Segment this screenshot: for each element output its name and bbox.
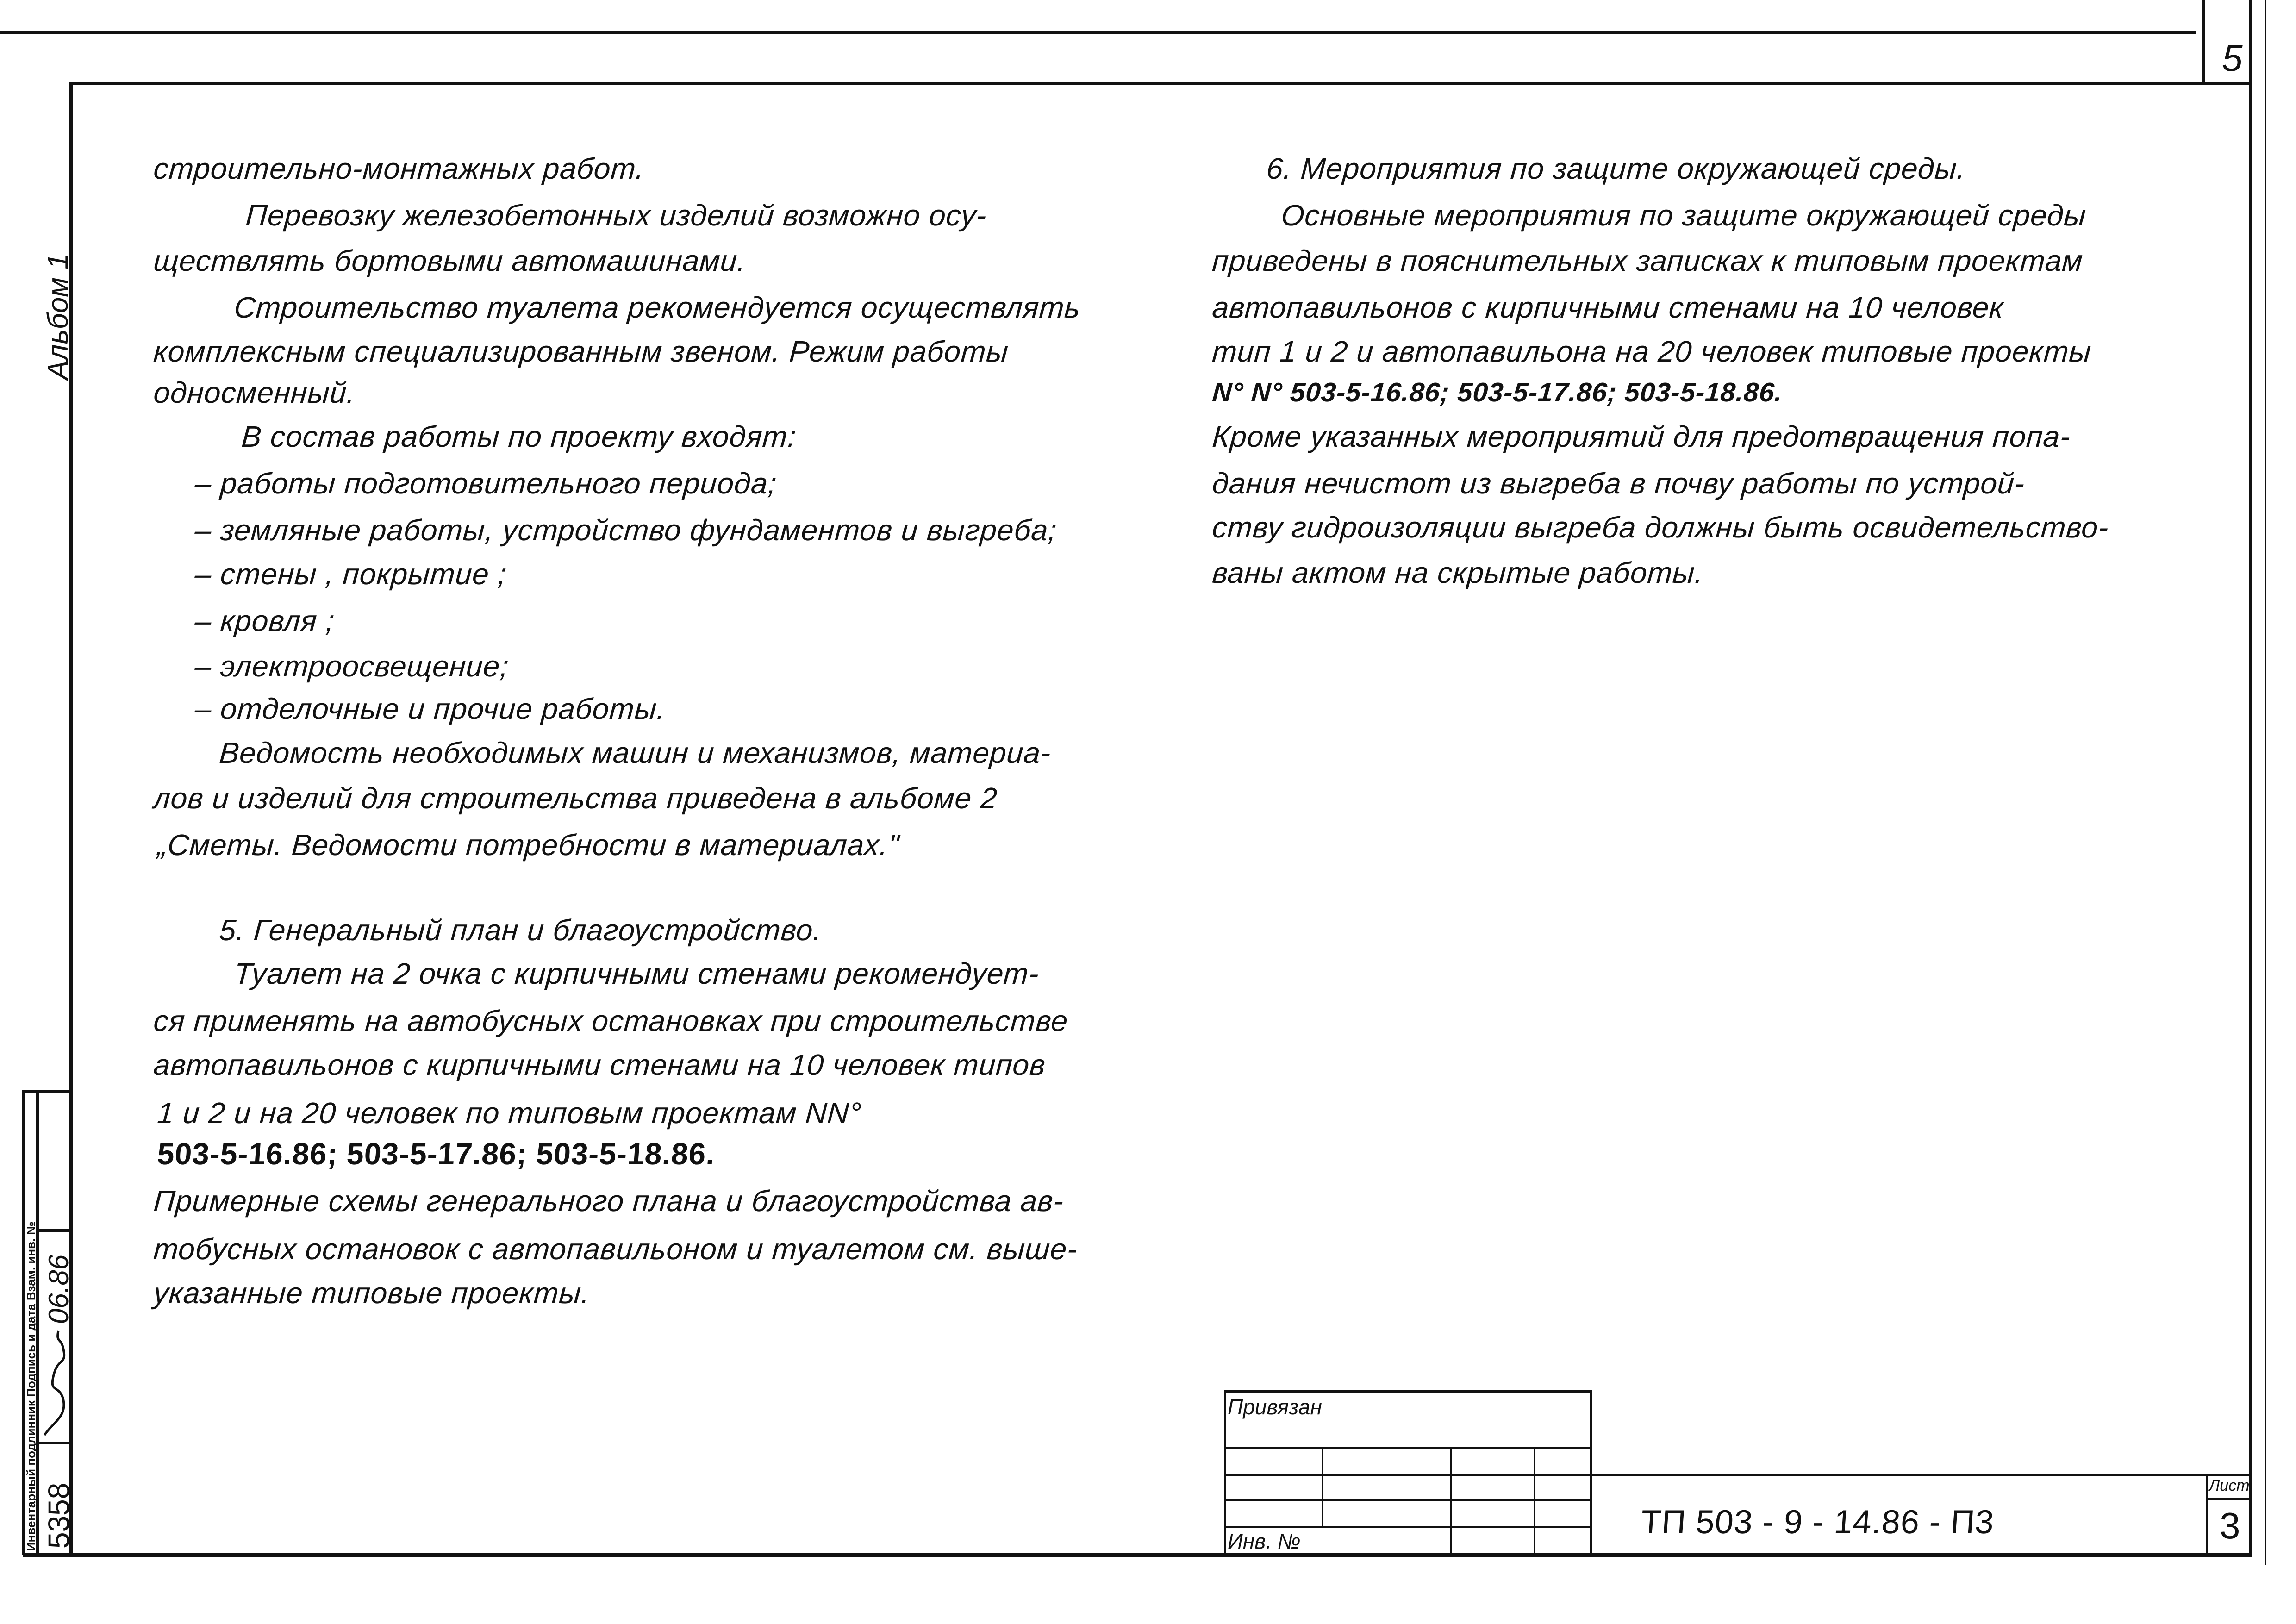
section-heading: 6. Мероприятия по защите окружающей среды. xyxy=(1265,152,1967,185)
text-line: 1 и 2 и на 20 человек по типовым проектам NN° xyxy=(156,1096,863,1130)
text-line: Перевозку железобетонных изделий возможно осу- xyxy=(244,199,988,232)
top-border-line xyxy=(0,31,2196,34)
inventory-number: 5358 xyxy=(42,1482,75,1549)
text-line: ся применять на автобусных остановках при строительстве xyxy=(152,1004,1069,1037)
section-heading: 5. Генеральный план и благоустройство. xyxy=(218,913,823,947)
project-numbers: 503-5-16.86; 503-5-17.86; 503-5-18.86. xyxy=(156,1137,717,1171)
text-line: приведены в пояснительных записках к типовым проектам xyxy=(1211,244,2084,277)
text-line: комплексным специализированным звеном. Режим работы xyxy=(152,335,1010,368)
stamp-line xyxy=(1534,1448,1535,1555)
stamp-line xyxy=(1224,1474,2252,1476)
stamp-line xyxy=(1590,1390,1592,1555)
sheet-label: Лист xyxy=(2209,1477,2250,1494)
date-value: 06.86 xyxy=(43,1254,74,1324)
text-line: указанные типовые проекты. xyxy=(152,1276,592,1310)
text-line: строительно-монтажных работ. xyxy=(152,152,646,185)
stamp-line xyxy=(1224,1499,1592,1501)
text-line: N° N° 503-5-16.86; 503-5-17.86; 503-5-18.86. xyxy=(1211,377,1784,407)
frame-top-line xyxy=(69,82,2252,85)
text-line: ваны актом на скрытые работы. xyxy=(1211,556,1705,589)
text-line: ществлять бортовыми автомашинами. xyxy=(152,244,748,277)
list-item: – отделочные и прочие работы. xyxy=(193,692,667,725)
list-item: – стены , покрытие ; xyxy=(193,557,508,591)
text-line: автопавильонов с кирпичными стенами на 10 человек типов xyxy=(152,1048,1047,1081)
frame-right-line xyxy=(2249,0,2252,1557)
text-line: лов и изделий для строительства приведена в альбоме 2 xyxy=(152,781,999,815)
stamp-line xyxy=(1450,1448,1452,1555)
album-label: Альбом 1 xyxy=(42,253,74,380)
sheet-number: 3 xyxy=(2220,1505,2240,1546)
stamp-line xyxy=(1224,1526,1592,1528)
list-item: – работы подготовительного периода; xyxy=(193,467,778,500)
text-line: односменный. xyxy=(152,376,357,409)
stamp-line xyxy=(22,1090,73,1093)
bound-label: Привязан xyxy=(1228,1395,1322,1419)
text-line: В состав работы по проекту входят: xyxy=(240,420,798,453)
signature-icon xyxy=(40,1329,72,1440)
text-line: автопавильонов с кирпичными стенами на 10 человек xyxy=(1211,291,2005,324)
list-item: – электроосвещение; xyxy=(193,650,510,683)
text-line: тобусных остановок с автопавильоном и туалетом см. выше- xyxy=(152,1232,1079,1266)
text-line: ству гидроизоляции выгреба должны быть освидетельство- xyxy=(1211,511,2110,544)
text-line: Примерные схемы генерального плана и благоустройства ав- xyxy=(152,1184,1065,1218)
sheet-corner-number: 5 xyxy=(2222,37,2243,79)
stamp-line xyxy=(36,1442,73,1444)
text-line: Кроме указанных мероприятий для предотвращения попа- xyxy=(1211,420,2072,453)
list-item: – кровля ; xyxy=(193,604,336,637)
text-line: „Сметы. Ведомости потребности в материалах." xyxy=(156,828,901,862)
text-line: дания нечистот из выгреба в почву работы по устрой- xyxy=(1211,467,2026,500)
outer-right-line xyxy=(2265,0,2266,1565)
frame-bottom-line xyxy=(23,1553,2252,1557)
document-code: ТП 503 - 9 - 14.86 - П3 xyxy=(1640,1504,1996,1541)
text-line: Строительство туалета рекомендуется осуществлять xyxy=(233,291,1082,324)
stamp-line xyxy=(1224,1447,1592,1449)
text-line: Туалет на 2 очка с кирпичными стенами рекомендует- xyxy=(233,957,1041,990)
stamp-line xyxy=(2206,1498,2251,1500)
text-line: Основные мероприятия по защите окружающей среды xyxy=(1280,199,2088,232)
stamp-line xyxy=(36,1229,73,1232)
list-item: – земляные работы, устройство фундаментов и выгреба; xyxy=(193,513,1058,547)
inv-number-label: Инв. № xyxy=(1228,1529,1301,1553)
stamp-line xyxy=(1224,1390,1592,1393)
text-line: тип 1 и 2 и автопавильона на 20 человек типовые проекты xyxy=(1211,335,2093,368)
corner-box-left xyxy=(2202,0,2205,83)
stamp-line xyxy=(2206,1474,2208,1555)
margin-strip-labels: Инвентарный подлинник Подпись и дата Взам. инв. № xyxy=(24,1221,38,1551)
text-line: Ведомость необходимых машин и механизмов, материа- xyxy=(218,736,1052,769)
stamp-line xyxy=(1224,1390,1226,1555)
stamp-line xyxy=(1322,1448,1323,1527)
